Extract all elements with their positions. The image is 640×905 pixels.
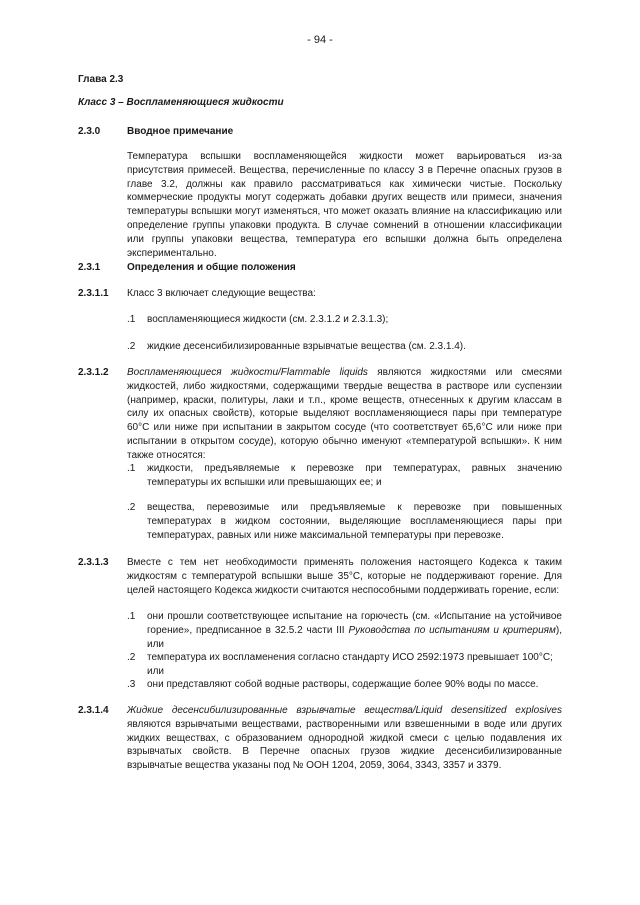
section-number-2-3-1-2: 2.3.1.2 bbox=[78, 367, 109, 378]
list-item: вещества, перевозимые или предъявляемые к перевозке при повышенных температурах в жидком состоянии, выделяющие воспламеняющиеся пары при температурах, равных или ниже максимальной температуры при перевозке. bbox=[147, 502, 562, 541]
list-item: жидкие десенсибилизированные взрывчатые вещества (см. 2.3.1.4). bbox=[147, 341, 466, 352]
list-label: .1 bbox=[127, 611, 136, 622]
section-number-2-3-1-4: 2.3.1.4 bbox=[78, 705, 109, 716]
paragraph-text: являются взрывчатыми веществами, растворенными или взвешенными в воде или других жидких веществах, с образованием однородной жидкой смеси с целью подавления их взрывчатых свойств. В Перечне опасных грузов жидкие десенсибилизированные взрывчатые вещества указаны под № ООН 1204, 2059, 3064, 3343, 3357 и 3379. bbox=[127, 718, 562, 772]
list-label: .1 bbox=[127, 463, 136, 474]
section-number-2-3-1-1: 2.3.1.1 bbox=[78, 288, 109, 299]
paragraph-2-3-1-4 bbox=[127, 704, 562, 773]
list-label: .1 bbox=[127, 314, 136, 325]
paragraph-text: являются жидкостями или смесями жидкостей, либо жидкостями, содержащими твердые вещества в растворе или суспензии (например, краски, политуры, лаки и т.п., кроме веществ, отнесенных к другим классам в силу их опасных свойств), которые выделяют воспламеняющиеся пары при температуре 60°С или ниже при испытании в закрытом сосуде (что соответствует 65,6°С или ниже при испытании в открытом сосуде), которую обычно именуют «температурой вспышки». К ним также относятся: bbox=[127, 367, 562, 461]
list-item: жидкости, предъявляемые к перевозке при температурах, равных значению температуры их вспышки или превышающих ее; и bbox=[147, 463, 562, 488]
list-item-text: они прошли соответствующее испытание на горючесть (см. «Испытание на устойчивое горение», предписанное в 32.5.2 части III bbox=[147, 611, 562, 636]
list-item: они представляют собой водные растворы, содержащие более 90% воды по массе. bbox=[147, 679, 539, 690]
section-number-2-3-1-3: 2.3.1.3 bbox=[78, 557, 109, 568]
paragraph-2-3-1-3: Вместе с тем нет необходимости применять положения настоящего Кодекса к таким жидкостям с температурой вспышки выше 35°С, которые не поддерживают горение. Для целей настоящего Кодекса жидкости считаются неспособными поддерживать горение, если: bbox=[127, 557, 562, 596]
list-label: .2 bbox=[127, 652, 136, 663]
defined-term: Жидкие десенсибилизированные взрывчатые вещества/Liquid desensitized explosives bbox=[127, 705, 562, 716]
list-label: .2 bbox=[127, 341, 136, 352]
list-item-text: ), или bbox=[147, 624, 562, 650]
paragraph-2-3-0: Температура вспышки воспламеняющейся жидкости может варьироваться из-за присутствия примесей. Вещества, перечисленные по классу 3 в Перечне опасных грузов в главе 3.2, должны как правило рассматриваться как химически чистые. Поскольку коммерческие продукты могут содержать добавки других веществ или примеси, значения температуры вспышки могут изменяться, что может оказать влияние на классификацию или определение группы упаковки продукта. В случае сомнений в отношении классификации или группы упаковки вещества, температура его вспышки должна быть определена экспериментально. bbox=[127, 151, 562, 259]
section-number-2-3-1: 2.3.1 bbox=[78, 262, 101, 273]
defined-term: Воспламеняющиеся жидкости/Flammable liquids bbox=[127, 367, 368, 378]
reference-title: Руководства по испытаниям и критериям bbox=[348, 624, 556, 636]
section-heading-2-3-1: Определения и общие положения bbox=[127, 262, 296, 273]
paragraph-2-3-1-2 bbox=[127, 366, 562, 463]
list-label: .3 bbox=[127, 679, 136, 690]
section-number-2-3-0: 2.3.0 bbox=[78, 126, 101, 137]
list-label: .2 bbox=[127, 502, 136, 513]
paragraph-2-3-1-1: Класс 3 включает следующие вещества: bbox=[127, 288, 316, 299]
list-item bbox=[147, 610, 562, 651]
section-heading-2-3-0: Вводное примечание bbox=[127, 126, 234, 137]
list-item: воспламеняющиеся жидкости (см. 2.3.1.2 и 2.3.1.3); bbox=[147, 314, 389, 325]
page-number: - 94 - bbox=[307, 34, 333, 46]
class-title: Класс 3 – Воспламеняющиеся жидкости bbox=[78, 97, 284, 108]
chapter-title: Глава 2.3 bbox=[78, 74, 124, 85]
list-item: температура их воспламенения согласно стандарту ИСО 2592:1973 превышает 100°С; или bbox=[147, 652, 553, 677]
